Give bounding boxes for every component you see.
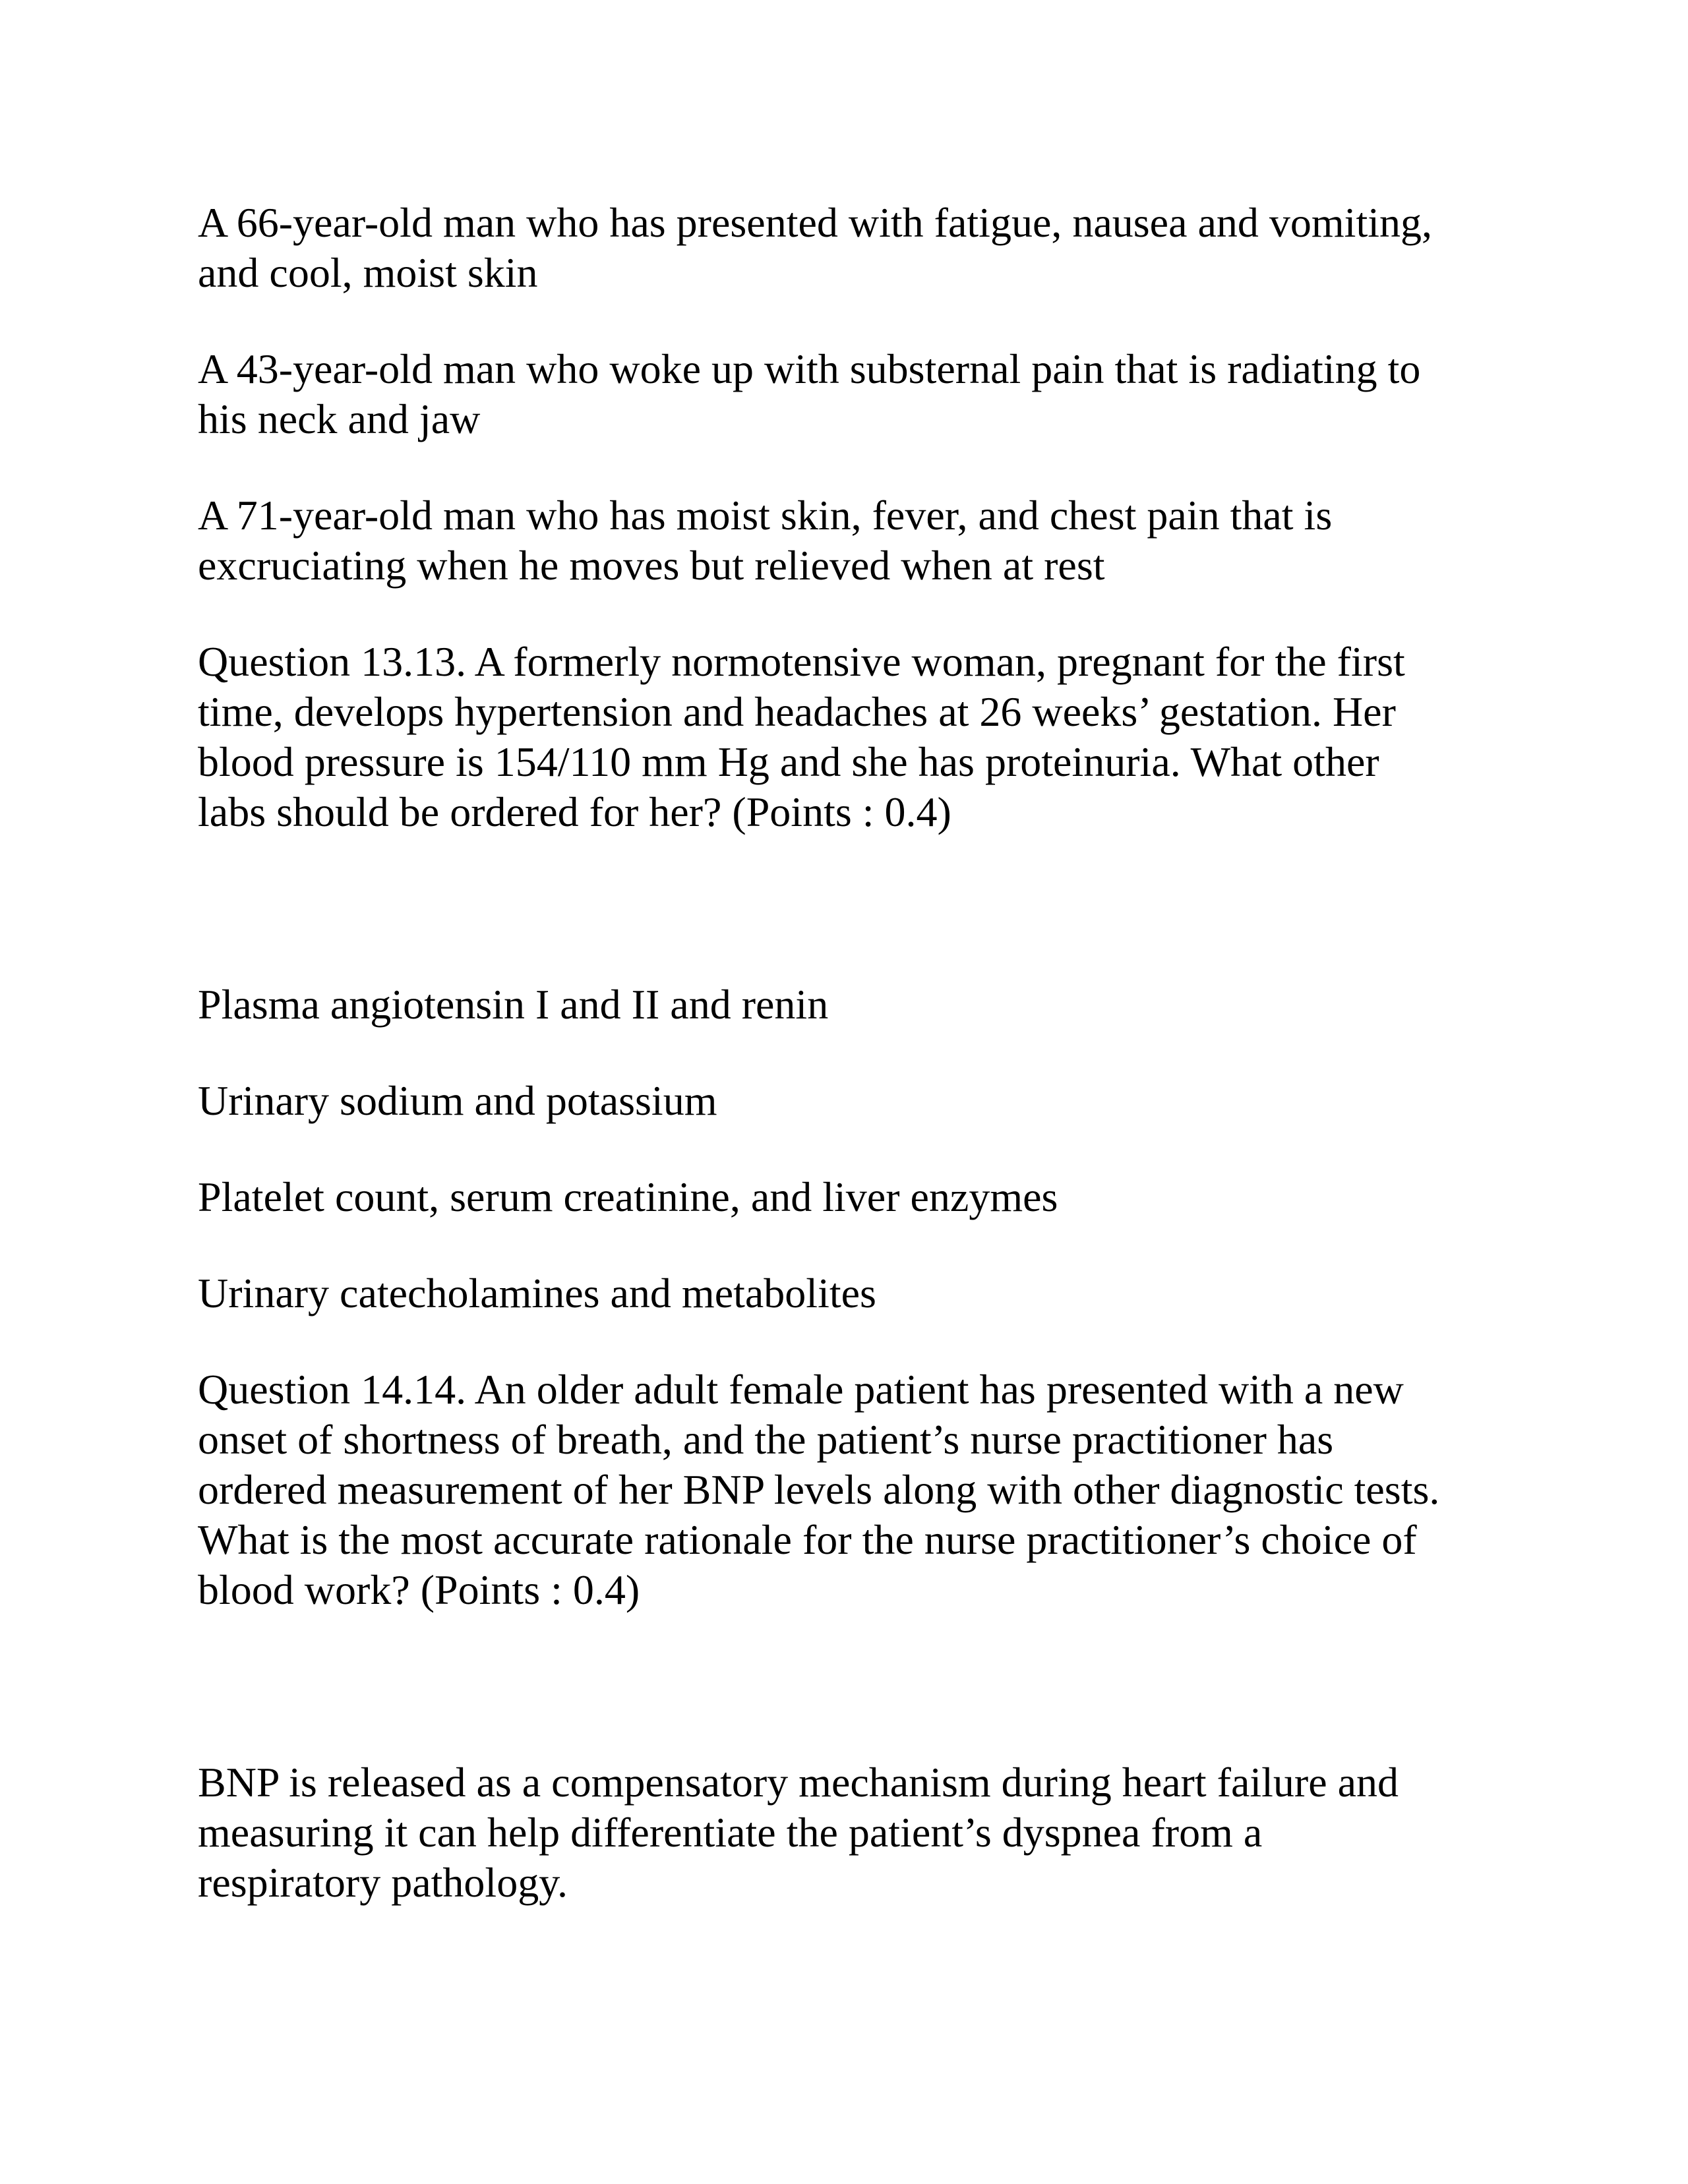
document-page xyxy=(198,198,1543,1908)
question-14-text: Question 14.14. An older adult female patient has presented with a new onset of shortness of breath, and the patient’s nurse practitioner has ordered measurement of her BNP levels along with other diagnostic tests. What is the most accurate rationale for the nurse practitioner’s choice of blood work? (Points : 0.4) xyxy=(198,1366,1440,1613)
question-13-option-4: Urinary catecholamines and metabolites xyxy=(198,1270,876,1316)
question-13-option-1: Plasma angiotensin I and II and renin xyxy=(198,981,829,1028)
prior-option-2: A 43-year-old man who woke up with substernal pain that is radiating to his neck and jaw xyxy=(198,345,1421,442)
question-13-text: Question 13.13. A formerly normotensive woman, pregnant for the first time, develops hypertension and headaches at 26 weeks’ gestation. Her blood pressure is 154/110 mm Hg and she has proteinuria. What other labs should be ordered for her? (Points : 0.4) xyxy=(198,638,1405,835)
prior-option-1: A 66-year-old man who has presented with fatigue, nausea and vomiting, and cool, moist skin xyxy=(198,199,1432,296)
question-13-option-3: Platelet count, serum creatinine, and liver enzymes xyxy=(198,1173,1058,1220)
prior-option-3: A 71-year-old man who has moist skin, fever, and chest pain that is excruciating when he moves but relieved when at rest xyxy=(198,492,1333,589)
question-14-option-1: BNP is released as a compensatory mechanism during heart failure and measuring it can help differentiate the patient’s dyspnea from a respiratory pathology. xyxy=(198,1759,1399,1906)
question-13-option-2: Urinary sodium and potassium xyxy=(198,1077,717,1124)
